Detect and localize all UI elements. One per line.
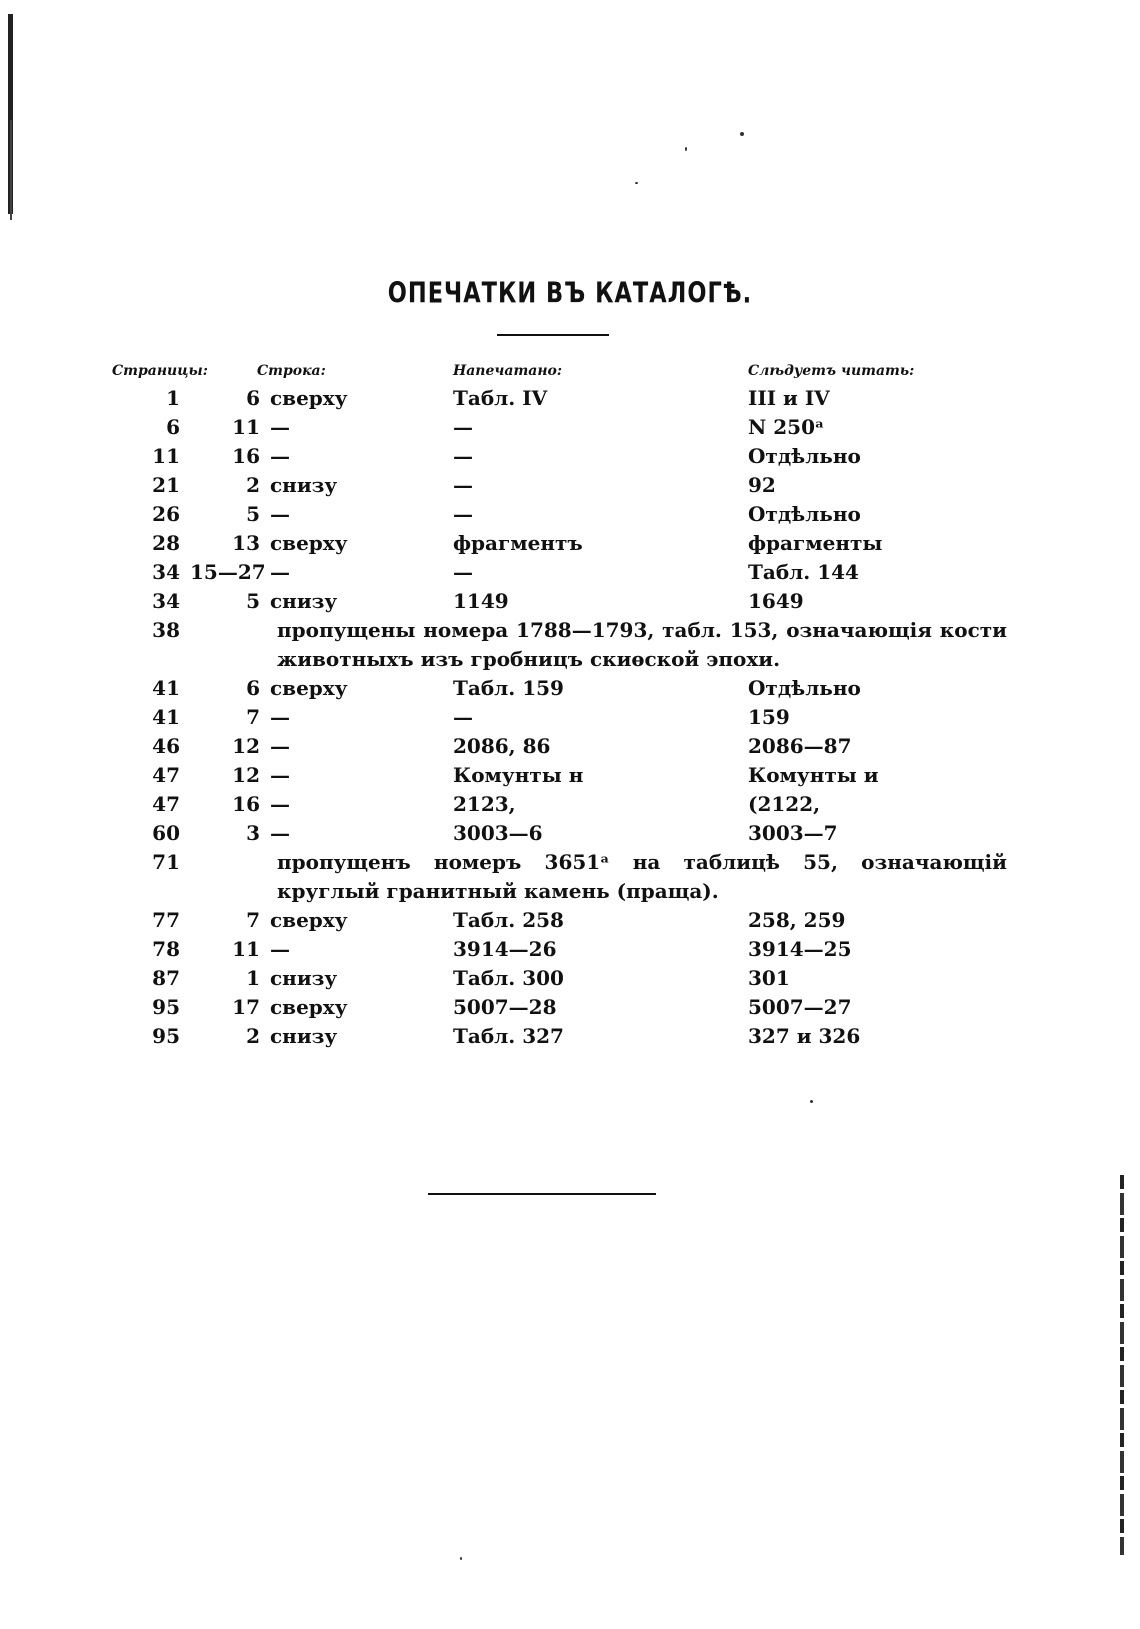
- table-row: [0, 471, 1140, 500]
- table-row: [0, 587, 1140, 616]
- cell-printed: 2086, 86: [453, 734, 551, 758]
- header-printed: Напечатано:: [453, 363, 563, 379]
- cell-page: 11: [152, 444, 180, 468]
- table-row: [0, 790, 1140, 819]
- column-headers: [0, 363, 1140, 383]
- header-page: Страницы:: [112, 363, 208, 379]
- cell-page: 1: [166, 386, 180, 410]
- table-row: [0, 732, 1140, 761]
- cell-read: Отдѣльно: [748, 676, 861, 700]
- note-row: [0, 616, 1140, 674]
- cell-line-number: 7: [246, 705, 260, 729]
- cell-page: 21: [152, 473, 180, 497]
- table-row: [0, 558, 1140, 587]
- cell-line-position: сверху: [270, 908, 348, 932]
- cell-page: 47: [152, 792, 180, 816]
- cell-line-number: 7: [246, 908, 260, 932]
- cell-line-position: снизу: [270, 1024, 338, 1048]
- cell-line-number: 12: [232, 763, 260, 787]
- table-row: [0, 935, 1140, 964]
- cell-read: 3003—7: [748, 821, 838, 845]
- cell-line-position: сверху: [270, 531, 348, 555]
- cell-line-position: —: [270, 415, 290, 439]
- cell-printed: фрагментъ: [453, 531, 583, 555]
- scan-edge-left-mark: [10, 120, 12, 220]
- table-row: [0, 906, 1140, 935]
- cell-line-number: 16: [232, 444, 260, 468]
- table-row: [0, 703, 1140, 732]
- cell-printed: 3003—6: [453, 821, 543, 845]
- cell-line-position: сверху: [270, 676, 348, 700]
- speck: [460, 1557, 462, 1560]
- cell-printed: —: [453, 502, 473, 526]
- speck: [810, 1100, 813, 1103]
- header-read: Слѣдуетъ читать:: [748, 363, 915, 379]
- cell-line-position: —: [270, 444, 290, 468]
- cell-printed: 1149: [453, 589, 509, 613]
- cell-printed: Табл. 258: [453, 908, 564, 932]
- cell-page: 38: [152, 618, 180, 642]
- cell-line-position: —: [270, 560, 290, 584]
- cell-printed: Комунты н: [453, 763, 584, 787]
- cell-page: 46: [152, 734, 180, 758]
- cell-page: 71: [152, 850, 180, 874]
- cell-line-number: 2: [246, 473, 260, 497]
- cell-line-number: 13: [232, 531, 260, 555]
- cell-printed: 2123,: [453, 792, 516, 816]
- cell-printed: 3914—26: [453, 937, 557, 961]
- cell-line-number: 2: [246, 1024, 260, 1048]
- cell-page: 77: [152, 908, 180, 932]
- cell-read: 92: [748, 473, 776, 497]
- cell-read: фрагменты: [748, 531, 883, 555]
- note-text: пропущены номера 1788—1793, табл. 153, означающія кости животныхъ изъ гробницъ скиѳской эпохи.: [277, 618, 1007, 671]
- cell-line-number: 17: [232, 995, 260, 1019]
- speck: [685, 147, 687, 151]
- note-text: пропущенъ номеръ 3651ᵃ на таблицѣ 55, означающій круглый гранитный камень (праща).: [277, 850, 1007, 903]
- table-row: [0, 413, 1140, 442]
- cell-page: 78: [152, 937, 180, 961]
- cell-page: 87: [152, 966, 180, 990]
- cell-line-position: —: [270, 502, 290, 526]
- cell-page: 47: [152, 763, 180, 787]
- cell-printed: Табл. 159: [453, 676, 564, 700]
- cell-read: Комунты и: [748, 763, 879, 787]
- cell-line-number: 5: [246, 589, 260, 613]
- cell-read: III и IV: [748, 386, 830, 410]
- errata-table: [0, 384, 1140, 1051]
- cell-read: (2122,: [748, 792, 821, 816]
- cell-read: 1649: [748, 589, 804, 613]
- cell-page: 34: [152, 589, 180, 613]
- scan-edge-right: [1120, 1175, 1124, 1555]
- cell-printed: 5007—28: [453, 995, 557, 1019]
- cell-line-number: 3: [246, 821, 260, 845]
- cell-read: 3914—25: [748, 937, 852, 961]
- cell-printed: —: [453, 560, 473, 584]
- cell-line-position: —: [270, 792, 290, 816]
- table-row: [0, 384, 1140, 413]
- cell-read: N 250ᵃ: [748, 415, 825, 439]
- speck: [740, 132, 744, 136]
- cell-line-number: 16: [232, 792, 260, 816]
- cell-line-number: 5: [246, 502, 260, 526]
- cell-line-position: сверху: [270, 386, 348, 410]
- table-row: [0, 993, 1140, 1022]
- table-row: [0, 761, 1140, 790]
- cell-line-position: снизу: [270, 589, 338, 613]
- cell-printed: —: [453, 473, 473, 497]
- cell-line-position: —: [270, 763, 290, 787]
- cell-read: Табл. 144: [748, 560, 859, 584]
- header-line: Строка:: [257, 363, 326, 379]
- cell-line-position: —: [270, 705, 290, 729]
- cell-printed: Табл. 300: [453, 966, 564, 990]
- note-row: [0, 848, 1140, 906]
- cell-line-number: 6: [246, 386, 260, 410]
- title-rule: [497, 334, 609, 336]
- cell-page: 41: [152, 676, 180, 700]
- page-title: ОПЕЧАТКИ ВЪ КАТАЛОГѢ.: [387, 275, 753, 310]
- cell-line-position: —: [270, 821, 290, 845]
- cell-line-number: 1: [246, 966, 260, 990]
- cell-line-number: 15—27: [190, 560, 266, 584]
- table-row: [0, 500, 1140, 529]
- cell-line-position: —: [270, 734, 290, 758]
- cell-page: 41: [152, 705, 180, 729]
- cell-read: 258, 259: [748, 908, 846, 932]
- cell-read: 159: [748, 705, 790, 729]
- cell-read: 301: [748, 966, 790, 990]
- cell-printed: —: [453, 415, 473, 439]
- table-row: [0, 442, 1140, 471]
- cell-page: 28: [152, 531, 180, 555]
- cell-read: 327 и 326: [748, 1024, 861, 1048]
- cell-line-position: —: [270, 937, 290, 961]
- cell-printed: —: [453, 705, 473, 729]
- cell-line-number: 12: [232, 734, 260, 758]
- cell-page: 95: [152, 995, 180, 1019]
- speck: [635, 182, 638, 184]
- cell-page: 34: [152, 560, 180, 584]
- cell-printed: Табл. IV: [453, 386, 548, 410]
- cell-read: 5007—27: [748, 995, 852, 1019]
- cell-page: 60: [152, 821, 180, 845]
- cell-line-position: снизу: [270, 473, 338, 497]
- cell-line-number: 11: [232, 415, 260, 439]
- cell-printed: Табл. 327: [453, 1024, 564, 1048]
- table-row: [0, 529, 1140, 558]
- cell-line-number: 6: [246, 676, 260, 700]
- table-row: [0, 674, 1140, 703]
- cell-printed: —: [453, 444, 473, 468]
- cell-page: 6: [166, 415, 180, 439]
- table-row: [0, 964, 1140, 993]
- cell-read: 2086—87: [748, 734, 852, 758]
- cell-line-position: сверху: [270, 995, 348, 1019]
- cell-line-number: 11: [232, 937, 260, 961]
- table-row: [0, 1022, 1140, 1051]
- end-rule: [428, 1193, 656, 1195]
- cell-page: 95: [152, 1024, 180, 1048]
- cell-read: Отдѣльно: [748, 444, 861, 468]
- cell-read: Отдѣльно: [748, 502, 861, 526]
- cell-page: 26: [152, 502, 180, 526]
- cell-line-position: снизу: [270, 966, 338, 990]
- table-row: [0, 819, 1140, 848]
